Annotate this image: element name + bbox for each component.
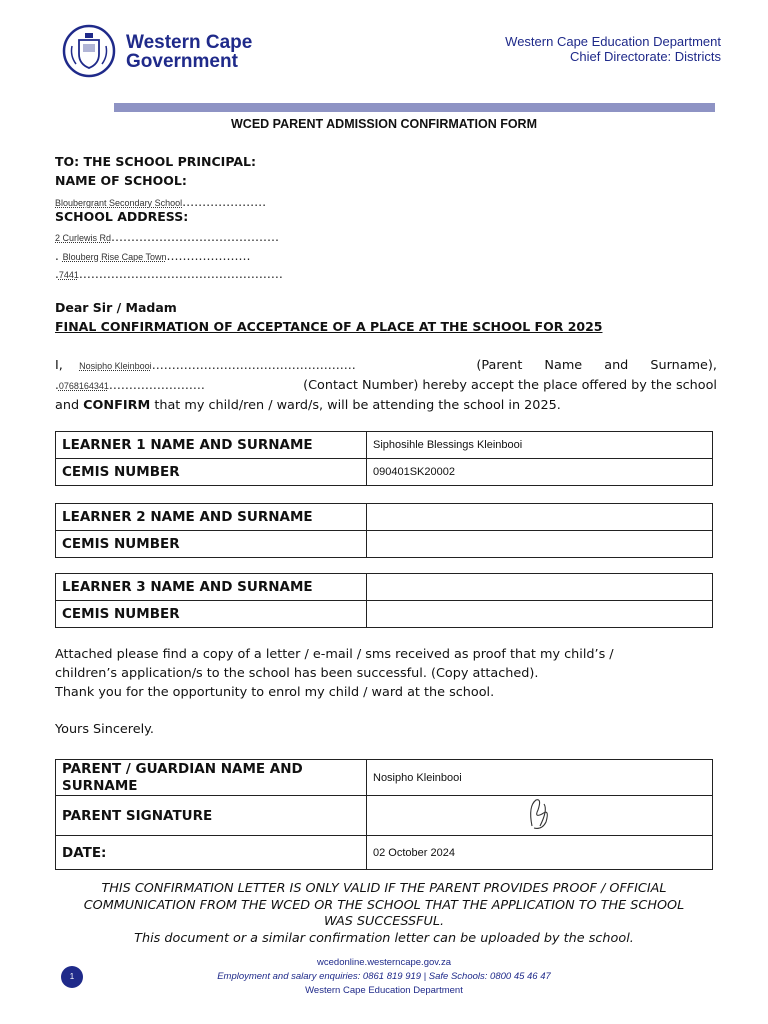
confirmation-heading: FINAL CONFIRMATION OF ACCEPTANCE OF A PLACE AT THE SCHOOL FOR 2025 bbox=[55, 319, 603, 334]
footer-website-link[interactable]: wcedonline.westerncape.gov.za bbox=[317, 957, 451, 968]
confirm-word: CONFIRM bbox=[83, 398, 151, 413]
contact-number-value[interactable]: 0768164341 bbox=[58, 381, 109, 391]
address-line2-field[interactable]: . Blouberg Rise Cape Town………………… bbox=[55, 249, 251, 263]
learner-1-cemis-field[interactable]: 090401SK20002 bbox=[367, 459, 713, 486]
declaration-paragraph bbox=[55, 356, 717, 415]
learner-2-cemis-label: CEMIS NUMBER bbox=[56, 531, 367, 558]
parent-name-field[interactable]: Nosipho Kleinbooi bbox=[367, 760, 713, 796]
date-field[interactable]: 02 October 2024 bbox=[367, 836, 713, 870]
school-name-label: NAME OF SCHOOL: bbox=[55, 173, 187, 188]
learner-2-table bbox=[55, 503, 713, 558]
address-line3-value: 7441 bbox=[58, 270, 79, 280]
learner-3-cemis-label: CEMIS NUMBER bbox=[56, 601, 367, 628]
signature-icon bbox=[518, 796, 558, 832]
coat-of-arms-icon bbox=[62, 24, 116, 78]
learner-3-cemis-field[interactable] bbox=[367, 601, 713, 628]
learner-1-cemis-label: CEMIS NUMBER bbox=[56, 459, 367, 486]
learner-2-cemis-field[interactable] bbox=[367, 531, 713, 558]
footer-enquiries: Employment and salary enquiries: 0861 819 919 | Safe Schools: 0800 45 46 47 bbox=[217, 971, 551, 982]
attached-paragraph: Attached please find a copy of a letter / e-mail / sms received as proof that my child’s / children’s application/s to the school has been successful. (Copy attached). Thank you for the opportunity to enrol my child / ward at the school. bbox=[55, 647, 614, 700]
header-band bbox=[114, 103, 715, 112]
logo bbox=[62, 24, 116, 82]
learner-3-name-field[interactable] bbox=[367, 574, 713, 601]
address-line2-value: Blouberg Rise Cape Town bbox=[62, 252, 167, 262]
footer-department: Western Cape Education Department bbox=[305, 985, 463, 996]
school-name-value: Bloubergrant Secondary School bbox=[55, 198, 183, 208]
address-line1-value: 2 Curlewis Rd bbox=[55, 233, 112, 243]
learner-2-name-field[interactable] bbox=[367, 504, 713, 531]
parent-name-value[interactable]: Nosipho Kleinbooi bbox=[79, 361, 152, 371]
parent-table bbox=[55, 759, 713, 870]
declaration-line2: .0768164341…………………… (Contact Number) hereby accept the place offered by the school bbox=[55, 378, 717, 393]
validity-notice: THIS CONFIRMATION LETTER IS ONLY VALID IF THE PARENT PROVIDES PROOF / OFFICIAL COMMUNICATION FROM THE WCED OR THE SCHOOL THAT THE APPLICATION TO THE SCHOOL WAS SUCCESSFUL. This document or a similar confirmation letter can be uploaded by the school. bbox=[83, 881, 685, 946]
footer bbox=[0, 956, 768, 998]
org-name-line2: Government bbox=[126, 51, 238, 72]
closing: Yours Sincerely. bbox=[55, 722, 154, 737]
learner-3-name-label: LEARNER 3 NAME AND SURNAME bbox=[56, 574, 367, 601]
declaration-line1: I, Nosipho Kleinbooi…………………………………………… (Parent Name and Surname), bbox=[55, 358, 717, 373]
salutation: Dear Sir / Madam bbox=[55, 300, 177, 315]
parent-signature-label: PARENT SIGNATURE bbox=[56, 796, 367, 836]
parent-signature-field[interactable] bbox=[367, 796, 713, 836]
parent-name-label: PARENT / GUARDIAN NAME AND SURNAME bbox=[56, 760, 367, 796]
org-name bbox=[126, 33, 252, 71]
learner-1-name-field[interactable]: Siphosihle Blessings Kleinbooi bbox=[367, 432, 713, 459]
to-label: TO: THE SCHOOL PRINCIPAL: bbox=[55, 154, 256, 169]
learner-1-table bbox=[55, 431, 713, 486]
learner-1-name-label: LEARNER 1 NAME AND SURNAME bbox=[56, 432, 367, 459]
page-number-badge: 1 bbox=[61, 966, 83, 988]
date-label: DATE: bbox=[56, 836, 367, 870]
address-line3-field[interactable]: .7441…………………………………………… bbox=[55, 267, 283, 281]
directorate-name: Chief Directorate: Districts bbox=[570, 49, 721, 64]
school-name-field[interactable]: Bloubergrant Secondary School………………… bbox=[55, 195, 267, 209]
address-line1-field[interactable]: 2 Curlewis Rd…………………………………… bbox=[55, 230, 280, 244]
learner-3-table bbox=[55, 573, 713, 628]
department-name: Western Cape Education Department bbox=[505, 34, 721, 49]
declaration-line3: and CONFIRM that my child/ren / ward/s, will be attending the school in 2025. bbox=[55, 398, 561, 413]
department-header bbox=[421, 34, 721, 64]
learner-2-name-label: LEARNER 2 NAME AND SURNAME bbox=[56, 504, 367, 531]
org-name-line1: Western Cape bbox=[126, 32, 253, 53]
school-address-label: SCHOOL ADDRESS: bbox=[55, 209, 189, 224]
form-title: WCED PARENT ADMISSION CONFIRMATION FORM bbox=[231, 117, 537, 131]
